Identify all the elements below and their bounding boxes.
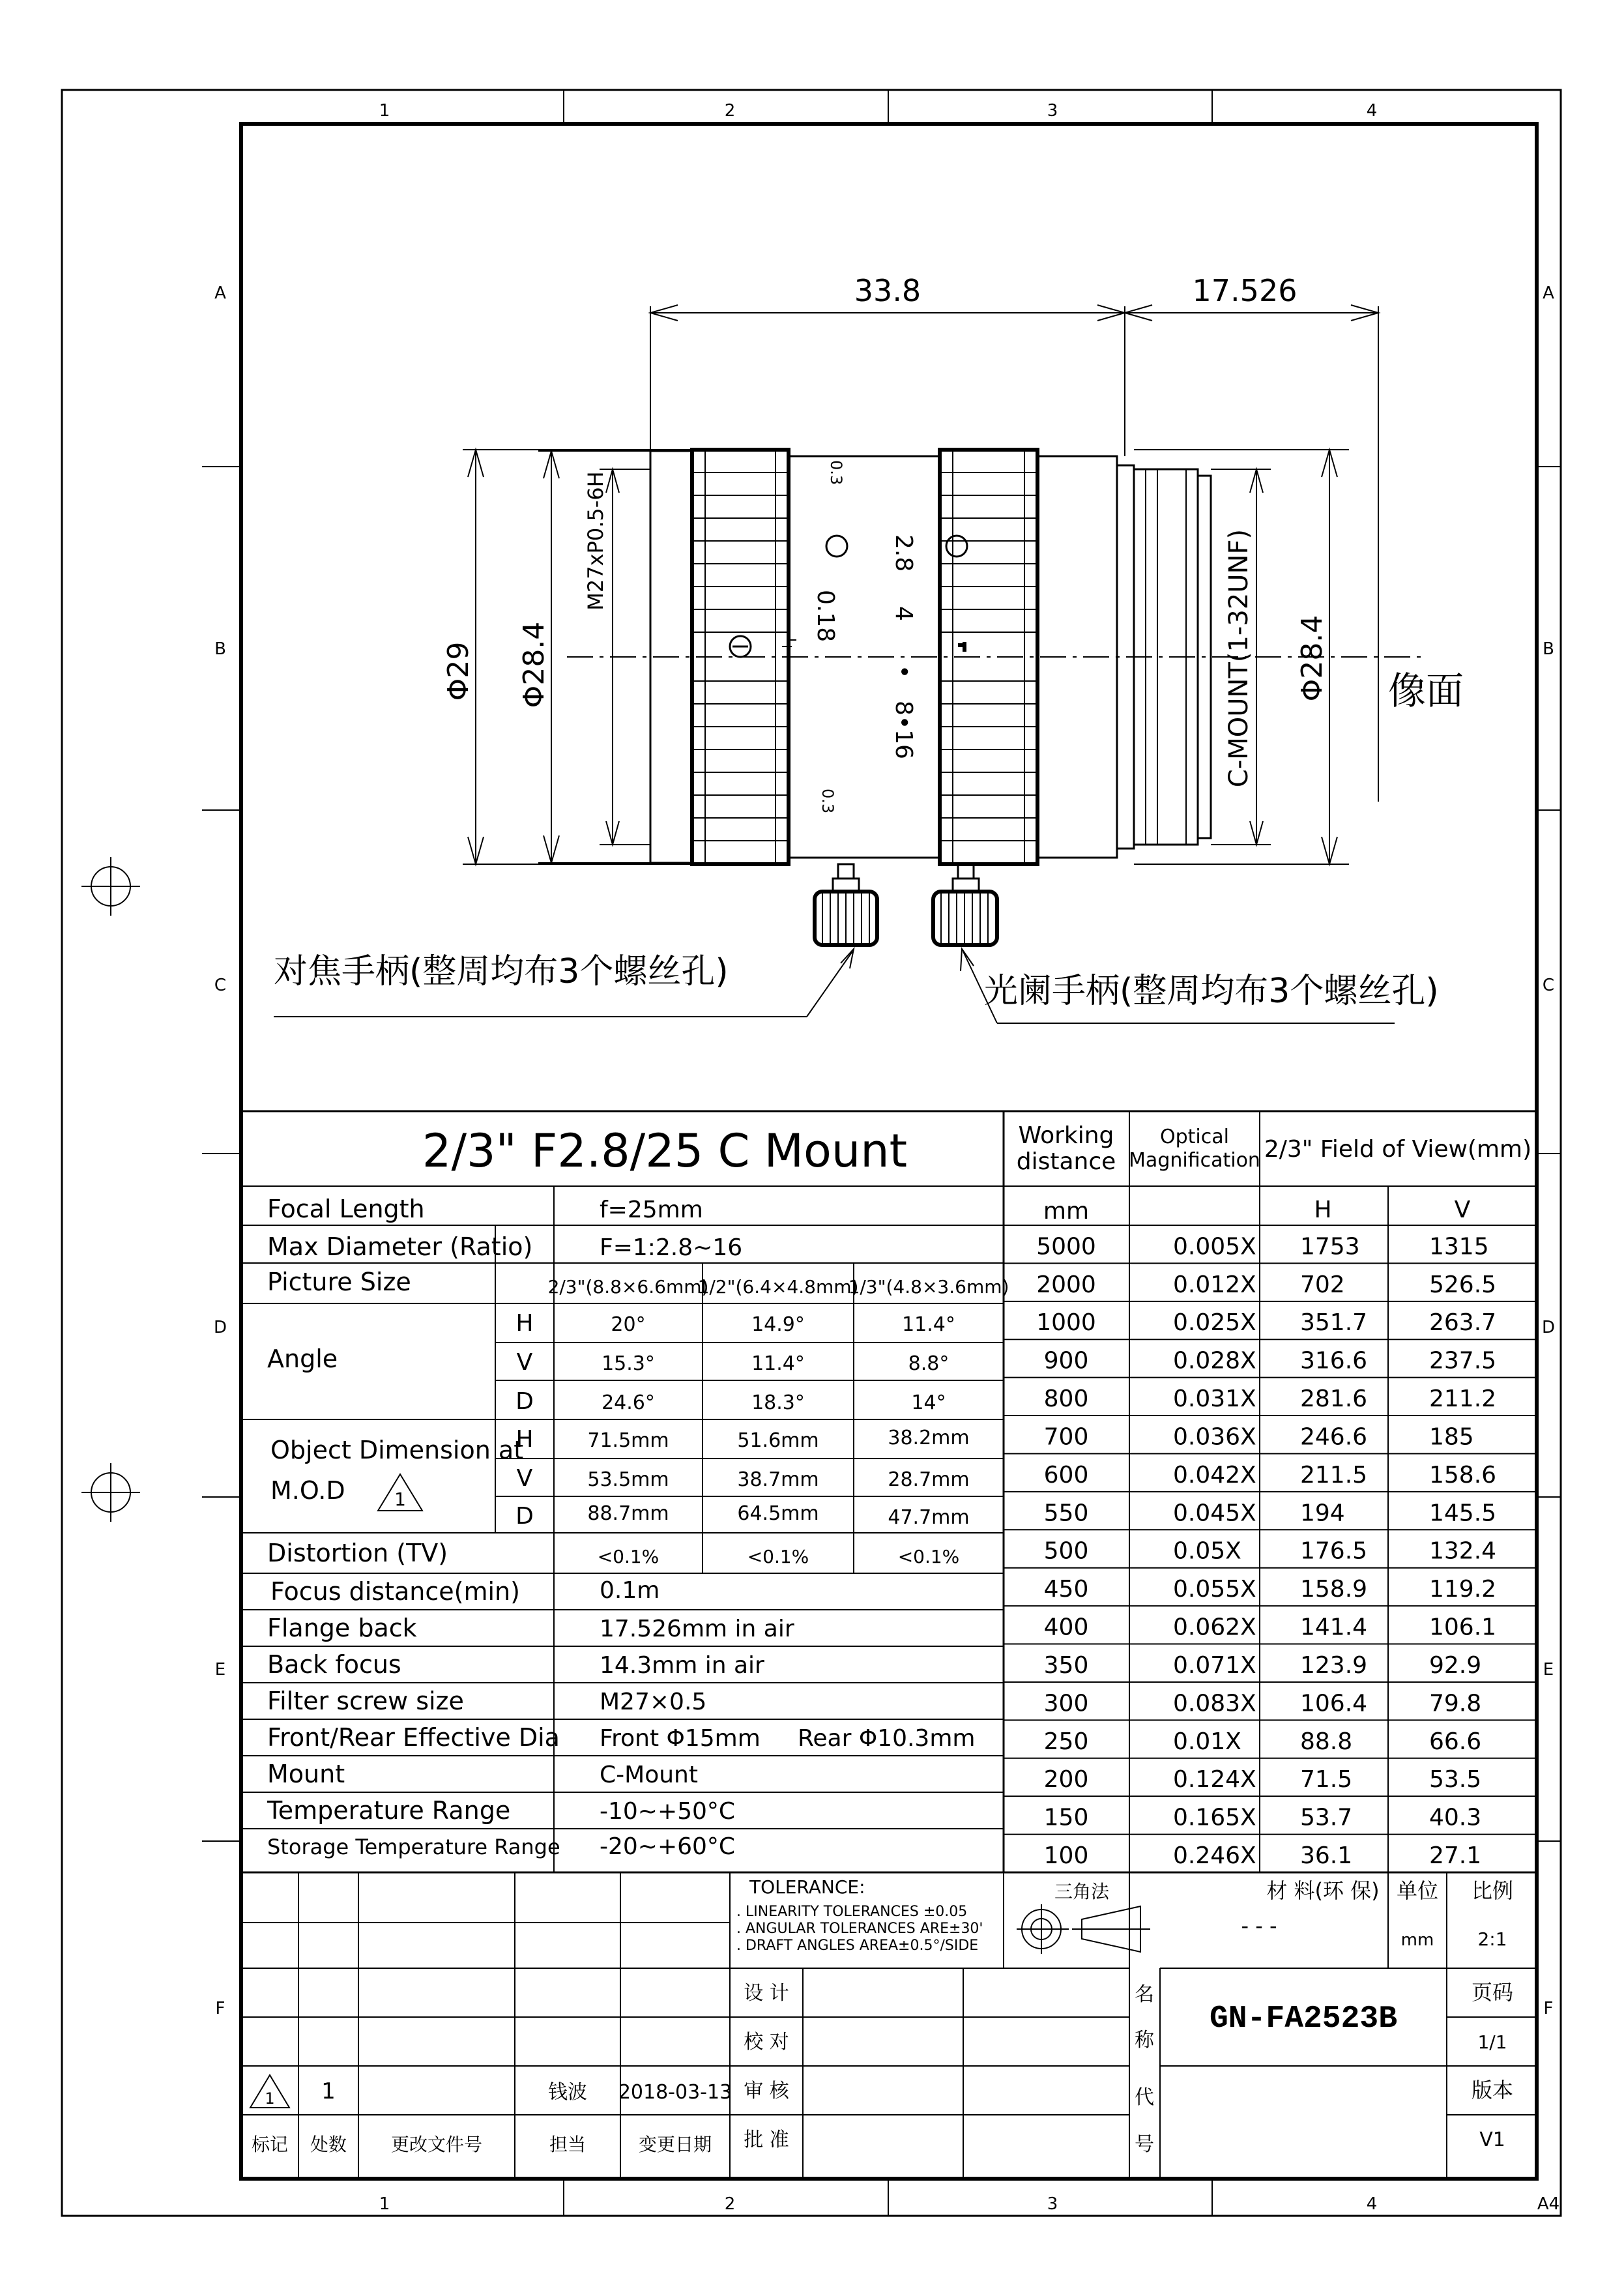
iris-index-circle [946,536,967,557]
fov-cell-mag: 0.028X [1173,1347,1256,1374]
svg-text:1: 1 [394,1489,406,1510]
fov-cell-v: 158.6 [1429,1461,1497,1489]
fov-cell-wd: 200 [1043,1766,1089,1794]
focus-mark-bottom: 0.3 [819,789,837,814]
fov-cell-h: 1753 [1300,1233,1360,1260]
distortion-3: <0.1% [897,1546,960,1567]
fov-cell-wd: 5000 [1036,1233,1096,1260]
row-label-flange: Flange back [267,1614,417,1642]
picture-size-1: 2/3"(8.8×6.6mm) [547,1276,709,1298]
obj-d-2: 64.5mm [737,1502,819,1525]
row-value-effdia: Front Φ15mm Rear Φ10.3mm [600,1725,976,1752]
header-person: 担当 [549,2134,587,2155]
fov-cell-v: 237.5 [1429,1347,1497,1374]
focus-index-circle [826,536,847,557]
fov-cell-mag: 0.05X [1173,1537,1241,1565]
obj-d-1: 88.7mm [587,1502,669,1525]
fov-cell-v: 263.7 [1429,1309,1497,1337]
dim-dia-right: Φ28.4 [1296,615,1329,702]
row-label-D: D [213,1318,227,1337]
fov-cell-mag: 0.005X [1173,1233,1256,1260]
fov-unit-h: H [1314,1197,1332,1223]
row-value-focus-dist: 0.1m [600,1577,660,1604]
fov-cell-mag: 0.071X [1173,1651,1256,1679]
fov-cell-wd: 600 [1043,1461,1089,1489]
revision-count: 1 [321,2078,336,2104]
row-label-D-right: D [1541,1318,1556,1337]
fov-cell-wd: 550 [1043,1500,1089,1527]
fov-cell-mag: 0.042X [1173,1461,1256,1489]
obj-axis-h: H [515,1426,534,1453]
dim-filter-thread: M27xP0.5-6H [583,471,608,611]
iris-mark-4: 4 [890,606,917,621]
distortion-1: <0.1% [597,1546,660,1567]
version-label: 版本 [1471,2078,1514,2102]
row-value-storage: -20~+60°C [600,1833,736,1860]
fov-cell-v: 53.5 [1429,1766,1482,1794]
dim-length: 33.8 [854,273,921,308]
fov-cell-h: 211.5 [1300,1461,1368,1489]
row-label-backfocus: Back focus [267,1650,401,1679]
row-value-maxdia: F=1:2.8~16 [600,1234,743,1261]
focus-handle-note: 对焦手柄(整周均布3个螺丝孔) [274,952,729,991]
fov-cell-mag: 0.031X [1173,1386,1256,1413]
iris-mark-dot: • [890,665,917,679]
image-plane-label: 像面 [1388,669,1464,713]
fov-cell-v: 1315 [1429,1233,1489,1260]
header-date: 变更日期 [638,2134,712,2155]
angle-label: Angle [267,1344,338,1373]
iris-mark-28: 2.8 [890,534,917,572]
angle-d-1: 24.6° [602,1391,655,1414]
row-label-E: E [214,1660,226,1679]
row-value-backfocus: 14.3mm in air [600,1652,764,1679]
obj-label-2: M.O.D [270,1476,345,1505]
fov-cell-v: 106.1 [1429,1614,1497,1641]
obj-v-3: 28.7mm [888,1468,970,1491]
fov-cell-h: 246.6 [1300,1423,1368,1451]
angle-axis-d: D [515,1388,534,1415]
obj-h-2: 51.6mm [737,1429,819,1452]
angle-h-3: 11.4° [902,1313,955,1336]
row-label-effdia: Front/Rear Effective Dia [267,1723,560,1752]
fov-cell-v: 526.5 [1429,1271,1497,1298]
dim-dia-left: Φ28.4 [517,621,551,708]
dim-flange: 17.526 [1192,273,1298,308]
spec-table [241,1111,1537,1872]
obj-v-2: 38.7mm [737,1468,819,1491]
row-label-focal: Focal Length [267,1195,425,1223]
fov-cell-v: 79.8 [1429,1690,1482,1717]
fov-cell-h: 351.7 [1300,1309,1368,1337]
fov-cell-v: 145.5 [1429,1500,1497,1527]
fov-cell-mag: 0.062X [1173,1614,1256,1641]
col-label-1-bottom: 1 [379,2194,390,2214]
fov-cell-wd: 350 [1043,1651,1089,1679]
unit-value: mm [1400,1930,1434,1950]
fov-cell-v: 211.2 [1429,1386,1497,1413]
part-name: GN-FA2523B [1209,2001,1398,2037]
approve-label: 批 准 [744,2129,789,2151]
fov-cell-mag: 0.01X [1173,1728,1241,1755]
row-label-focus-dist: Focus distance(min) [270,1577,520,1606]
col-label-4-bottom: 4 [1366,2194,1378,2214]
registration-mark-lower [81,1463,140,1522]
obj-h-1: 71.5mm [587,1429,669,1452]
review-label: 审 核 [744,2080,789,2102]
fov-cell-wd: 150 [1043,1804,1089,1831]
row-label-B-right: B [1543,639,1554,659]
fov-cell-h: 106.4 [1300,1690,1368,1717]
row-label-A: A [214,283,226,303]
distortion-label: Distortion (TV) [267,1539,448,1567]
iris-mark-816: 8•16 [890,701,917,759]
fov-cell-h: 158.9 [1300,1576,1368,1603]
fov-cell-wd: 500 [1043,1537,1089,1565]
sheet-size: A4 [1537,2194,1560,2214]
header-mark: 标记 [251,2134,289,2155]
projection-label: 三角法 [1054,1881,1110,1902]
angle-d-2: 18.3° [751,1391,805,1414]
row-label-maxdia: Max Diameter (Ratio) [267,1232,533,1261]
unit-label: 单位 [1396,1878,1439,1903]
fov-cell-mag: 0.036X [1173,1423,1256,1451]
lens-drawing [274,273,1464,1023]
fov-cell-mag: 0.025X [1173,1309,1256,1337]
obj-d-3: 47.7mm [888,1506,970,1529]
fov-cell-wd: 250 [1043,1728,1089,1755]
focus-handle [815,864,877,945]
fov-cell-v: 185 [1429,1423,1474,1451]
fov-cell-v: 27.1 [1429,1842,1482,1869]
fov-cell-wd: 700 [1043,1423,1089,1451]
name-label-1: 名 [1135,1983,1154,2006]
row-label-temp: Temperature Range [267,1796,511,1825]
row-label-mount: Mount [267,1760,345,1788]
version-value: V1 [1479,2129,1505,2151]
revision-triangle-icon [378,1474,422,1511]
row-value-temp: -10~+50°C [600,1798,736,1825]
fov-cell-mag: 0.045X [1173,1500,1256,1527]
fov-cell-wd: 300 [1043,1690,1089,1717]
revision-mark-triangle-icon [250,2075,289,2108]
fov-cell-v: 92.9 [1429,1651,1482,1679]
angle-v-1: 15.3° [602,1352,655,1375]
angle-axis-v: V [516,1349,533,1376]
fov-cell-h: 141.4 [1300,1614,1368,1641]
fov-cell-h: 71.5 [1300,1766,1353,1794]
check-label: 校 对 [744,2031,789,2054]
col-label-2: 2 [724,101,736,121]
row-value-focal: f=25mm [600,1197,703,1223]
code-label-1: 代 [1135,2086,1154,2109]
tolerance-line-3: . DRAFT ANGLES AREA±0.5°/SIDE [736,1938,979,1954]
design-label: 设 计 [744,1982,789,2005]
fov-cell-h: 281.6 [1300,1386,1368,1413]
fov-header-mag-2: Magnification [1129,1149,1260,1172]
row-label-C-right: C [1542,976,1555,995]
obj-axis-v: V [516,1465,533,1492]
third-angle-projection-icon [1017,1904,1150,1954]
title-block [241,1872,1537,2179]
fov-rows [1004,1225,1537,1869]
header-doc: 更改文件号 [390,2134,483,2155]
fov-cell-wd: 900 [1043,1347,1089,1374]
fov-cell-mag: 0.012X [1173,1271,1256,1298]
iris-handle [933,864,997,945]
focus-mark-mid: 0.18 [812,590,839,643]
col-label-3-bottom: 3 [1047,2194,1058,2214]
angle-d-3: 14° [911,1391,946,1414]
fov-cell-wd: 800 [1043,1386,1089,1413]
dim-outer-dia: Φ29 [442,641,475,701]
fov-cell-h: 176.5 [1300,1537,1368,1565]
fov-header-wd-2: distance [1016,1148,1116,1175]
row-label-A-right: A [1543,283,1554,303]
scale-label: 比例 [1471,1878,1514,1903]
iris-handle-note: 光阑手柄(整周均布3个螺丝孔) [984,972,1439,1011]
row-label-filter: Filter screw size [267,1687,464,1715]
obj-axis-d: D [515,1503,534,1530]
row-value-mount: C-Mount [600,1762,698,1788]
fov-cell-h: 36.1 [1300,1842,1353,1869]
material-label: 材 料(环 保) [1266,1878,1380,1903]
distortion-2: <0.1% [747,1546,809,1567]
fov-cell-wd: 100 [1043,1842,1089,1869]
row-label-F: F [215,1999,225,2018]
spec-title: 2/3" F2.8/25 C Mount [422,1124,908,1178]
col-label-2-bottom: 2 [724,2194,736,2214]
tolerance-title: TOLERANCE: [749,1876,865,1898]
scale-value: 2:1 [1477,1928,1507,1950]
row-label-E-right: E [1543,1660,1554,1679]
fov-unit-v: V [1454,1197,1471,1223]
page-label: 页码 [1471,1980,1514,2005]
fov-cell-h: 194 [1300,1500,1345,1527]
obj-h-3: 38.2mm [888,1427,970,1449]
fov-cell-wd: 2000 [1036,1271,1096,1298]
fov-cell-mag: 0.124X [1173,1766,1256,1794]
fov-header-mag-1: Optical [1160,1126,1229,1148]
fov-cell-h: 123.9 [1300,1651,1368,1679]
material-value: - - - [1241,1913,1277,1938]
fov-cell-v: 66.6 [1429,1728,1482,1755]
obj-label-1: Object Dimension at [270,1436,524,1464]
tolerance-line-1: . LINEARITY TOLERANCES ±0.05 [736,1904,968,1920]
fov-header-wd-1: Working [1018,1122,1114,1149]
fov-cell-h: 316.6 [1300,1347,1368,1374]
row-label-B: B [214,639,226,659]
svg-text:1: 1 [265,2089,275,2108]
obj-v-1: 53.5mm [587,1468,669,1491]
fov-cell-mag: 0.246X [1173,1842,1256,1869]
angle-h-2: 14.9° [751,1313,805,1336]
fov-header-fov: 2/3" Field of View(mm) [1264,1136,1532,1163]
row-label-C: C [214,976,227,995]
row-label-picture: Picture Size [267,1268,411,1296]
angle-v-3: 8.8° [908,1352,950,1375]
name-label-2: 称 [1135,2029,1154,2052]
fov-cell-v: 132.4 [1429,1537,1497,1565]
revision-person: 钱波 [548,2081,587,2104]
row-label-storage: Storage Temperature Range [267,1835,560,1859]
angle-h-1: 20° [611,1313,646,1336]
row-label-F-right: F [1543,1999,1554,2018]
col-label-3: 3 [1047,101,1058,121]
fov-cell-h: 88.8 [1300,1728,1353,1755]
fov-cell-v: 119.2 [1429,1576,1497,1603]
row-value-flange: 17.526mm in air [600,1616,794,1642]
angle-v-2: 11.4° [751,1352,805,1375]
col-label-4: 4 [1366,101,1378,121]
fov-cell-mag: 0.055X [1173,1576,1256,1603]
row-value-filter: M27×0.5 [600,1689,707,1715]
picture-size-2: 1/2"(6.4×4.8mm) [697,1276,859,1298]
fov-cell-h: 53.7 [1300,1804,1353,1831]
fov-cell-wd: 1000 [1036,1309,1096,1337]
col-label-1: 1 [379,101,390,121]
tolerance-line-2: . ANGULAR TOLERANCES ARE±30' [736,1921,983,1937]
page-value: 1/1 [1477,2031,1507,2053]
fov-cell-h: 702 [1300,1271,1345,1298]
fov-cell-wd: 450 [1043,1576,1089,1603]
fov-cell-v: 40.3 [1429,1804,1482,1831]
angle-axis-h: H [515,1310,534,1337]
dim-mount-thread: C-MOUNT(1-32UNF) [1224,529,1254,788]
header-count: 处数 [310,2134,347,2155]
fov-cell-wd: 400 [1043,1614,1089,1641]
code-label-2: 号 [1135,2133,1154,2156]
revision-date: 2018-03-13 [618,2081,732,2104]
fov-cell-mag: 0.165X [1173,1804,1256,1831]
picture-size-3: 1/3"(4.8×3.6mm) [848,1276,1009,1298]
registration-mark-upper [81,857,140,916]
focus-mark-top: 0.3 [827,460,845,486]
fov-unit-wd: mm [1043,1198,1090,1225]
fov-cell-mag: 0.083X [1173,1690,1256,1717]
